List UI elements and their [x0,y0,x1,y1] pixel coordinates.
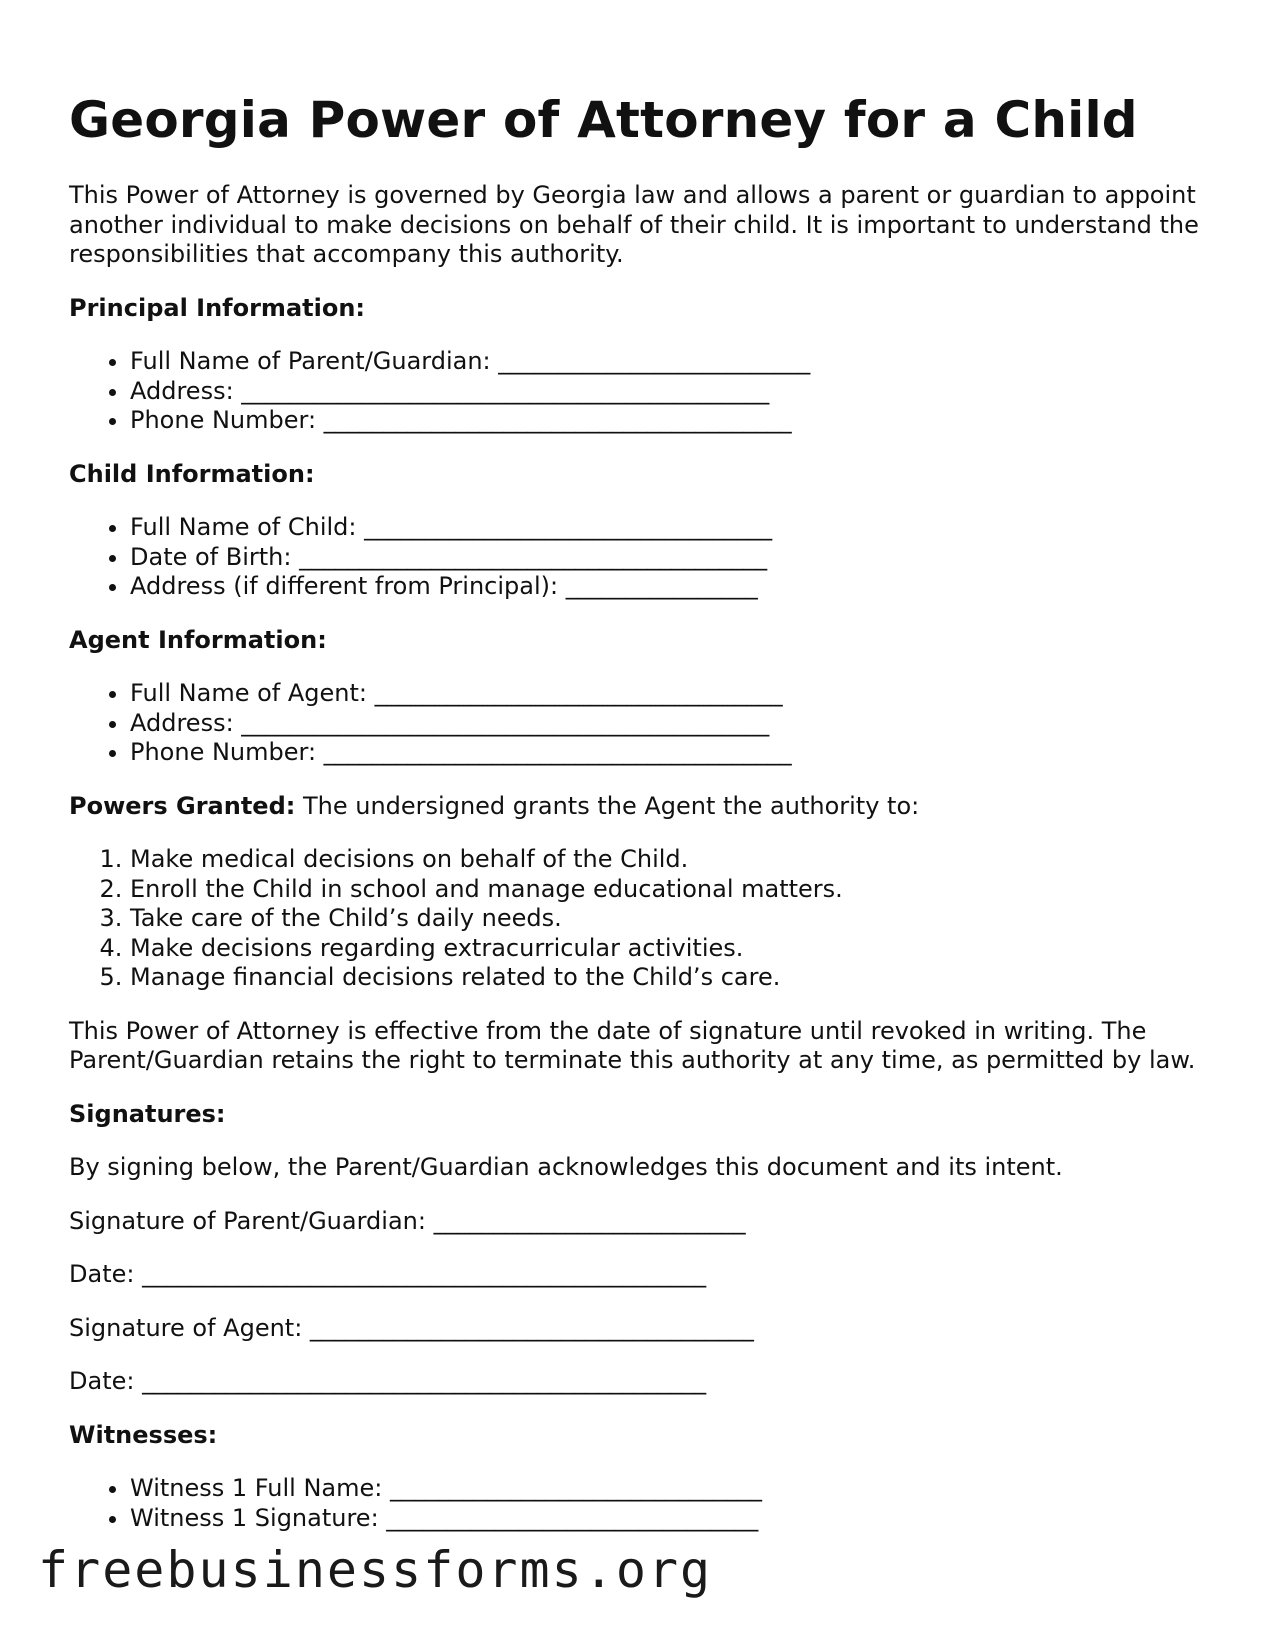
signatures-heading: Signatures: [69,1099,226,1128]
principal-name-field[interactable]: • Full Name of Parent/Guardian: __________________________ [130,347,1199,377]
watermark-text: freebusinessforms.org [38,1541,713,1599]
witness1-name-field[interactable]: • Witness 1 Full Name: _______________________________ [130,1474,1199,1504]
agent-list [69,679,1199,768]
principal-heading: Principal Information: [69,293,366,322]
agent-signature-field[interactable]: Signature of Agent: _____________________________________ [69,1313,754,1342]
effective-paragraph: This Power of Attorney is effective from the date of signature until revoked in writing. The Parent/Guardian retains the right to terminate this authority at any time, as permitted by law. [69,1016,1196,1074]
child-list [69,513,1199,602]
agent-name-field[interactable]: • Full Name of Agent: __________________________________ [130,679,1199,709]
power-item: 1. Make medical decisions on behalf of the Child. [130,845,1199,875]
powers-list [69,845,1199,993]
parent-date-field[interactable]: Date: _______________________________________________ [69,1260,707,1288]
child-dob-field[interactable]: • Date of Birth: _______________________________________ [130,543,1199,573]
agent-phone-field[interactable]: • Phone Number: _______________________________________ [130,738,1199,768]
principal-address-field[interactable]: • Address: ____________________________________________ [130,377,1199,407]
power-item: 4. Make decisions regarding extracurricular activities. [130,934,1199,964]
child-address-field[interactable]: • Address (if different from Principal): ________________ [130,572,1199,602]
power-item: 3. Take care of the Child’s daily needs. [130,904,1199,934]
power-item: 2. Enroll the Child in school and manage educational matters. [130,875,1199,905]
agent-heading: Agent Information: [69,625,327,654]
powers-paragraph [69,792,1199,822]
child-name-field[interactable]: • Full Name of Child: __________________________________ [130,513,1199,543]
power-item: 5. Manage financial decisions related to the Child’s care. [130,963,1199,993]
parent-signature-field[interactable]: Signature of Parent/Guardian: __________________________ [69,1206,746,1235]
document-title: Georgia Power of Attorney for a Child [69,91,1138,149]
powers-heading: Powers Granted: [69,791,296,820]
witnesses-heading: Witnesses: [69,1420,218,1449]
principal-phone-field[interactable]: • Phone Number: _______________________________________ [130,406,1199,436]
witnesses-list [69,1474,1199,1533]
witness1-signature-field[interactable]: • Witness 1 Signature: _______________________________ [130,1504,1199,1534]
agent-address-field[interactable]: • Address: ____________________________________________ [130,709,1199,739]
child-heading: Child Information: [69,459,315,488]
powers-lead: The undersigned grants the Agent the authority to: [295,791,920,820]
signatures-ack: By signing below, the Parent/Guardian acknowledges this document and its intent. [69,1153,1063,1181]
intro-paragraph: This Power of Attorney is governed by Georgia law and allows a parent or guardian to appoint another individual to make decisions on behalf of their child. It is important to understand the responsibilities that accompany this authority. [69,181,1199,268]
document-page [69,80,1199,1557]
agent-date-field[interactable]: Date: _______________________________________________ [69,1367,707,1395]
principal-list [69,347,1199,436]
